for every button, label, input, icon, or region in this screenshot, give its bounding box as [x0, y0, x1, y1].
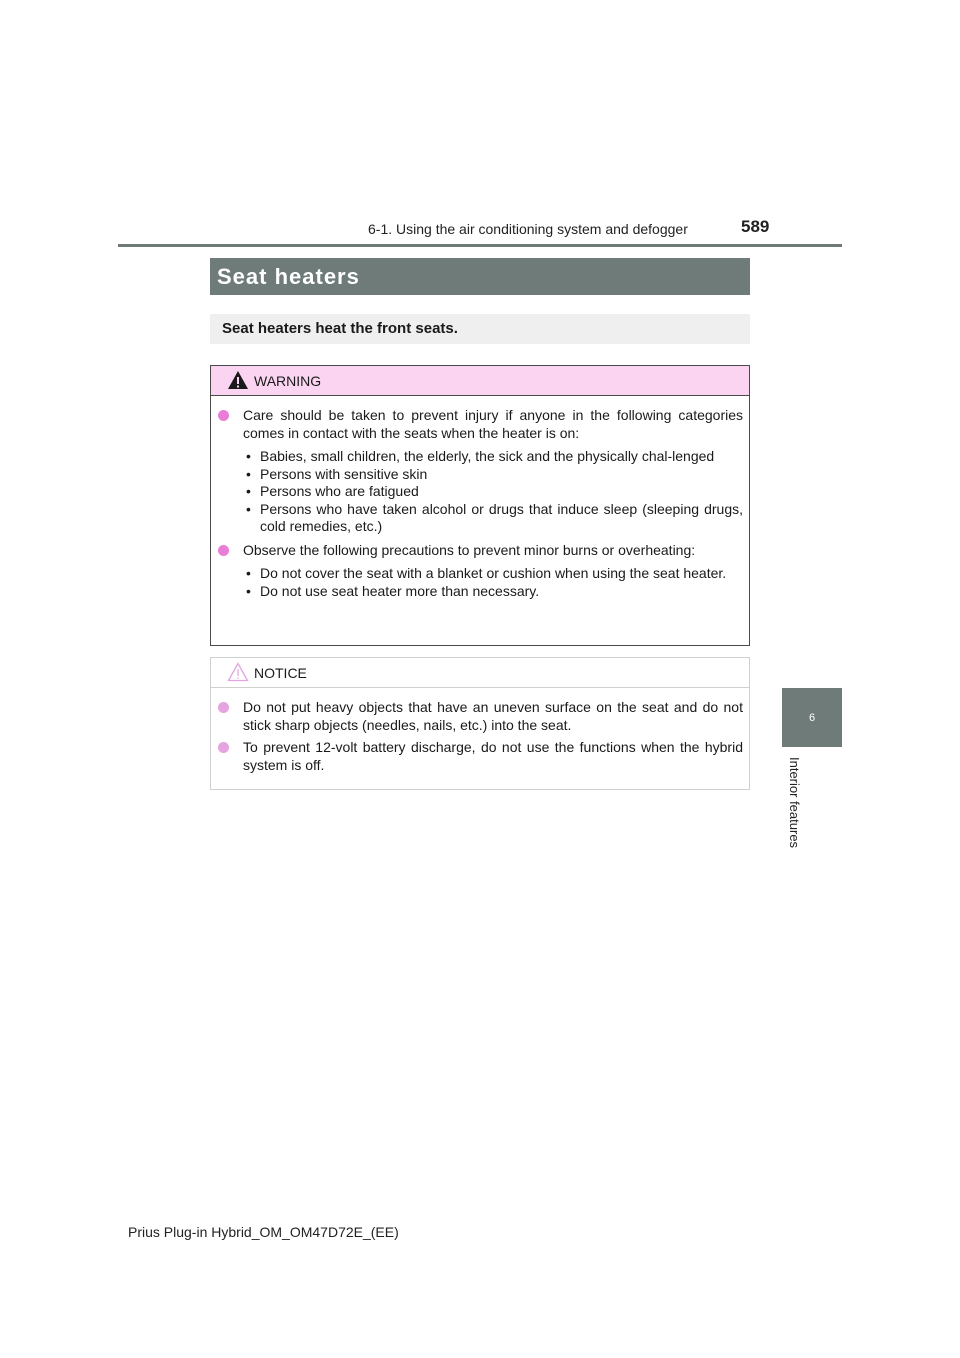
section-heading: 6-1. Using the air conditioning system and defogger	[368, 221, 688, 237]
notice-header	[211, 658, 749, 688]
warning-sub-item: • Babies, small children, the elderly, the sick and the physically chal-lenged	[246, 448, 743, 466]
warning-sub-item: • Do not cover the seat with a blanket or cushion when using the seat heater.	[246, 565, 743, 583]
notice-item	[215, 739, 743, 774]
warning-item-text: Observe the following precautions to prevent minor burns or overheating:	[243, 541, 696, 558]
warning-sub-item: • Do not use seat heater more than necessary.	[246, 583, 743, 601]
warning-item	[215, 407, 743, 536]
warning-box	[210, 365, 750, 646]
warning-header	[211, 366, 749, 396]
chapter-title: Interior features	[787, 757, 802, 849]
warning-sub-list	[243, 448, 743, 536]
document-footer: Prius Plug-in Hybrid_OM_OM47D72E_(EE)	[128, 1224, 399, 1240]
warning-sub-item: • Persons who are fatigued	[246, 483, 743, 501]
bullet-icon	[218, 702, 229, 713]
warning-body	[211, 396, 749, 600]
warning-item	[215, 542, 743, 601]
notice-item-text: To prevent 12-volt battery discharge, do not use the functions when the hybrid system is off.	[243, 739, 743, 773]
warning-sub-item: • Persons who have taken alcohol or drugs that induce sleep (sleeping drugs, cold remedies, etc.)	[246, 501, 743, 536]
bullet-icon	[218, 545, 229, 556]
chapter-number: 6	[808, 711, 816, 724]
page-subtitle: Seat heaters heat the front seats.	[210, 314, 750, 344]
chapter-tab	[782, 688, 842, 747]
header-divider	[118, 244, 842, 247]
bullet-icon	[218, 410, 229, 421]
warning-label: WARNING	[254, 373, 322, 389]
notice-label: NOTICE	[254, 665, 307, 681]
bullet-icon	[218, 742, 229, 753]
notice-item-text: Do not put heavy objects that have an uneven surface on the seat and do not stick sharp objects (needles, nails, etc.) into the seat.	[243, 699, 743, 733]
page-title: Seat heaters	[210, 258, 750, 295]
notice-item	[215, 699, 743, 734]
warning-icon	[227, 370, 249, 390]
warning-sub-list	[243, 565, 743, 600]
notice-body	[211, 688, 749, 774]
notice-box	[210, 657, 750, 790]
caution-icon	[227, 662, 249, 682]
page-number: 589	[741, 217, 770, 236]
warning-sub-item: • Persons with sensitive skin	[246, 466, 743, 484]
warning-item-text: Care should be taken to prevent injury if anyone in the following categories comes in contact with the seats when the heater is on:	[243, 407, 743, 441]
